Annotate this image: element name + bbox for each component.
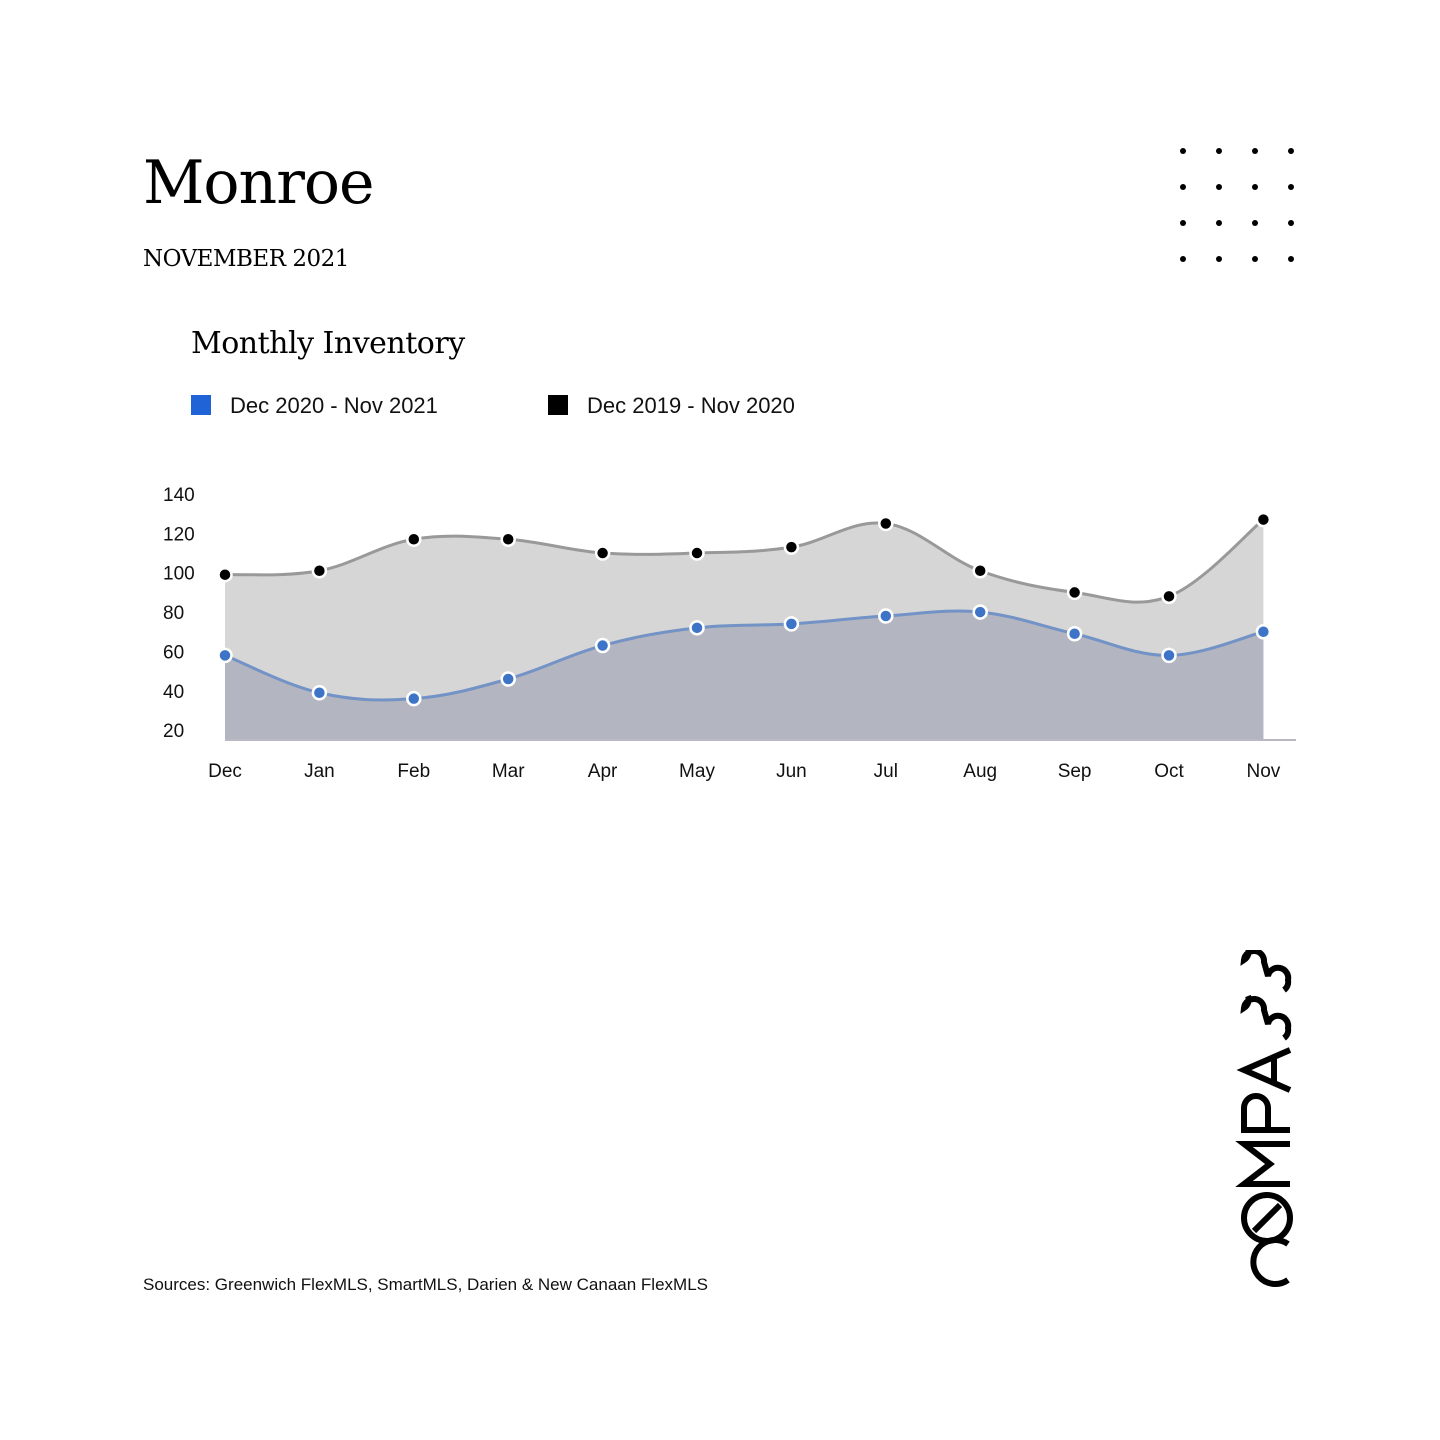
data-point-s0-3 bbox=[502, 672, 515, 685]
x-tick-label-3: Mar bbox=[491, 761, 525, 782]
y-tick-label-4: 100 bbox=[163, 563, 195, 585]
data-point-s1-3 bbox=[502, 533, 515, 546]
data-point-s0-9 bbox=[1068, 627, 1081, 640]
x-tick-label-0: Dec bbox=[208, 761, 242, 782]
x-tick-label-11: Nov bbox=[1246, 761, 1281, 782]
x-tick-label-2: Feb bbox=[397, 761, 431, 782]
data-point-s0-8 bbox=[974, 606, 987, 619]
data-point-s1-2 bbox=[407, 533, 420, 546]
data-point-s0-7 bbox=[879, 610, 892, 623]
data-point-s0-1 bbox=[313, 686, 326, 699]
y-tick-label-3: 80 bbox=[163, 603, 185, 625]
x-tick-label-6: Jun bbox=[776, 761, 807, 782]
compass-logo bbox=[1230, 950, 1300, 1300]
x-tick-label-5: May bbox=[679, 761, 715, 782]
data-point-s0-11 bbox=[1257, 625, 1270, 638]
chart-title: Monthly Inventory bbox=[191, 326, 465, 361]
y-tick-label-1: 40 bbox=[163, 681, 185, 703]
data-point-s0-6 bbox=[785, 617, 798, 630]
y-tick-label-6: 140 bbox=[163, 485, 195, 506]
x-tick-label-8: Aug bbox=[963, 761, 998, 782]
data-point-s1-1 bbox=[313, 564, 326, 577]
data-point-s0-0 bbox=[219, 649, 232, 662]
x-tick-label-9: Sep bbox=[1057, 761, 1092, 782]
x-tick-label-1: Jan bbox=[304, 761, 335, 782]
sources-note: Sources: Greenwich FlexMLS, SmartMLS, Darien & New Canaan FlexMLS bbox=[143, 1275, 708, 1294]
data-point-s0-2 bbox=[407, 692, 420, 705]
data-point-s0-10 bbox=[1163, 649, 1176, 662]
x-tick-label-4: Apr bbox=[587, 761, 618, 782]
x-tick-label-7: Jul bbox=[873, 761, 898, 782]
page-title: Monroe bbox=[143, 148, 374, 218]
data-point-s1-7 bbox=[879, 517, 892, 530]
y-tick-label-5: 120 bbox=[163, 524, 195, 546]
data-point-s1-8 bbox=[974, 564, 987, 577]
decorative-dot-grid bbox=[1176, 144, 1300, 268]
data-point-s1-9 bbox=[1068, 586, 1081, 599]
data-point-s1-5 bbox=[691, 547, 704, 560]
legend-label-current: Dec 2020 - Nov 2021 bbox=[230, 393, 438, 418]
legend-label-previous: Dec 2019 - Nov 2020 bbox=[587, 393, 795, 418]
legend-swatch-previous bbox=[548, 395, 568, 415]
data-point-s1-4 bbox=[596, 547, 609, 560]
y-tick-label-0: 20 bbox=[163, 721, 185, 743]
legend-swatch-current bbox=[191, 395, 211, 415]
data-point-s1-0 bbox=[219, 568, 232, 581]
data-point-s0-5 bbox=[691, 621, 704, 634]
y-tick-label-2: 60 bbox=[163, 642, 185, 664]
data-point-s1-10 bbox=[1163, 590, 1176, 603]
page-subtitle: NOVEMBER 2021 bbox=[143, 246, 349, 272]
x-tick-label-10: Oct bbox=[1154, 761, 1184, 782]
data-point-s0-4 bbox=[596, 639, 609, 652]
inventory-area-chart bbox=[0, 470, 1440, 800]
data-point-s1-6 bbox=[785, 541, 798, 554]
data-point-s1-11 bbox=[1257, 513, 1270, 526]
